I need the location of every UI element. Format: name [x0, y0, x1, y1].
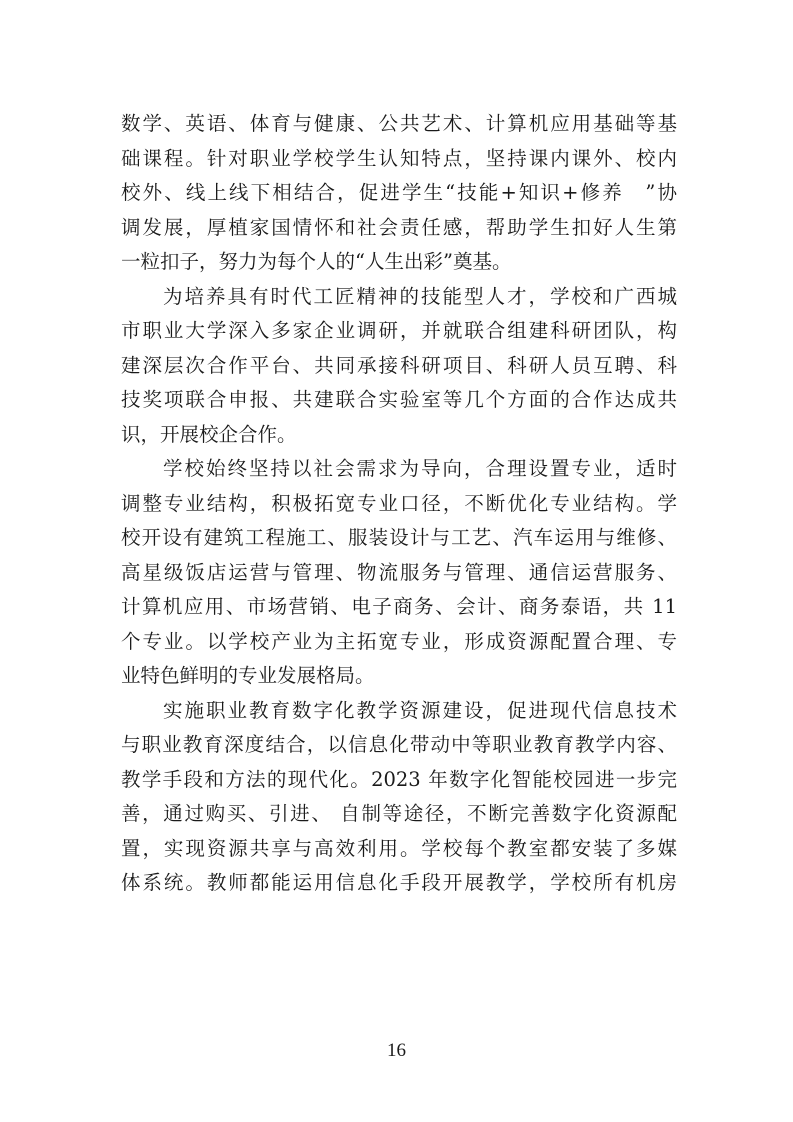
- p4-line-5: 置，实现资源共享与高效利用。学校每个教室都安装了多媒: [121, 836, 677, 860]
- p1-line-1: 数学、英语、体育与健康、公共艺术、计算机应用基础等基: [121, 112, 677, 135]
- body-text: [121, 107, 677, 901]
- p1-line-4: 调发展，厚植家国情怀和社会责任感，帮助学生扣好人生第: [121, 215, 677, 239]
- p4-line-4: 善，通过购买、引进、 自制等途径，不断完善数字化资源配: [121, 802, 677, 825]
- p2-line-4: 技奖项联合申报、共建联合实验室等几个方面的合作达成共: [121, 388, 677, 411]
- p1-line-2: 础课程。针对职业学校学生认知特点，坚持课内课外、校内: [121, 146, 677, 170]
- p2-line-5: 识，开展校企合作。: [121, 422, 297, 446]
- p4-line-2: 与职业教育深度结合，以信息化带动中等职业教育教学内容、: [121, 733, 677, 756]
- p3-line-1: 学校始终坚持以社会需求为导向，合理设置专业，适时: [163, 457, 677, 480]
- p3-line-7: 业特色鲜明的专业发展格局。: [121, 664, 375, 687]
- p3-line-6: 个专业。以学校产业为主拓宽专业，形成资源配置合理、专: [121, 629, 677, 653]
- page-number: 16: [387, 1040, 406, 1061]
- p4-line-3: 教学手段和方法的现代化。2023 年数字化智能校园进一步完: [121, 767, 677, 791]
- p2-line-3: 建深层次合作平台、共同承接科研项目、科研人员互聘、科: [121, 353, 677, 377]
- p1-line-5: 一粒扣子，努力为每个人的“人生出彩”奠基。: [121, 250, 512, 273]
- p3-line-2: 调整专业结构，积极拓宽专业口径，不断优化专业结构。学: [121, 491, 677, 515]
- p2-line-1: 为培养具有时代工匠精神的技能型人才，学校和广西城: [163, 284, 677, 308]
- p3-line-5: 计算机应用、市场营销、电子商务、会计、商务泰语，共 11: [121, 595, 677, 618]
- p4-line-1: 实施职业教育数字化教学资源建设，促进现代信息技术: [163, 698, 677, 722]
- p4-line-6: 体系统。教师都能运用信息化手段开展教学，学校所有机房: [121, 871, 677, 894]
- p2-line-2: 市职业大学深入多家企业调研，并就联合组建科研团队，构: [121, 319, 677, 342]
- p3-line-4: 高星级饭店运营与管理、物流服务与管理、通信运营服务、: [121, 560, 677, 584]
- p1-line-3: 校外、线上线下相结合，促进学生“技能+知识+修养 ”协: [121, 181, 677, 204]
- p3-line-3: 校开设有建筑工程施工、服装设计与工艺、汽车运用与维修、: [121, 526, 677, 549]
